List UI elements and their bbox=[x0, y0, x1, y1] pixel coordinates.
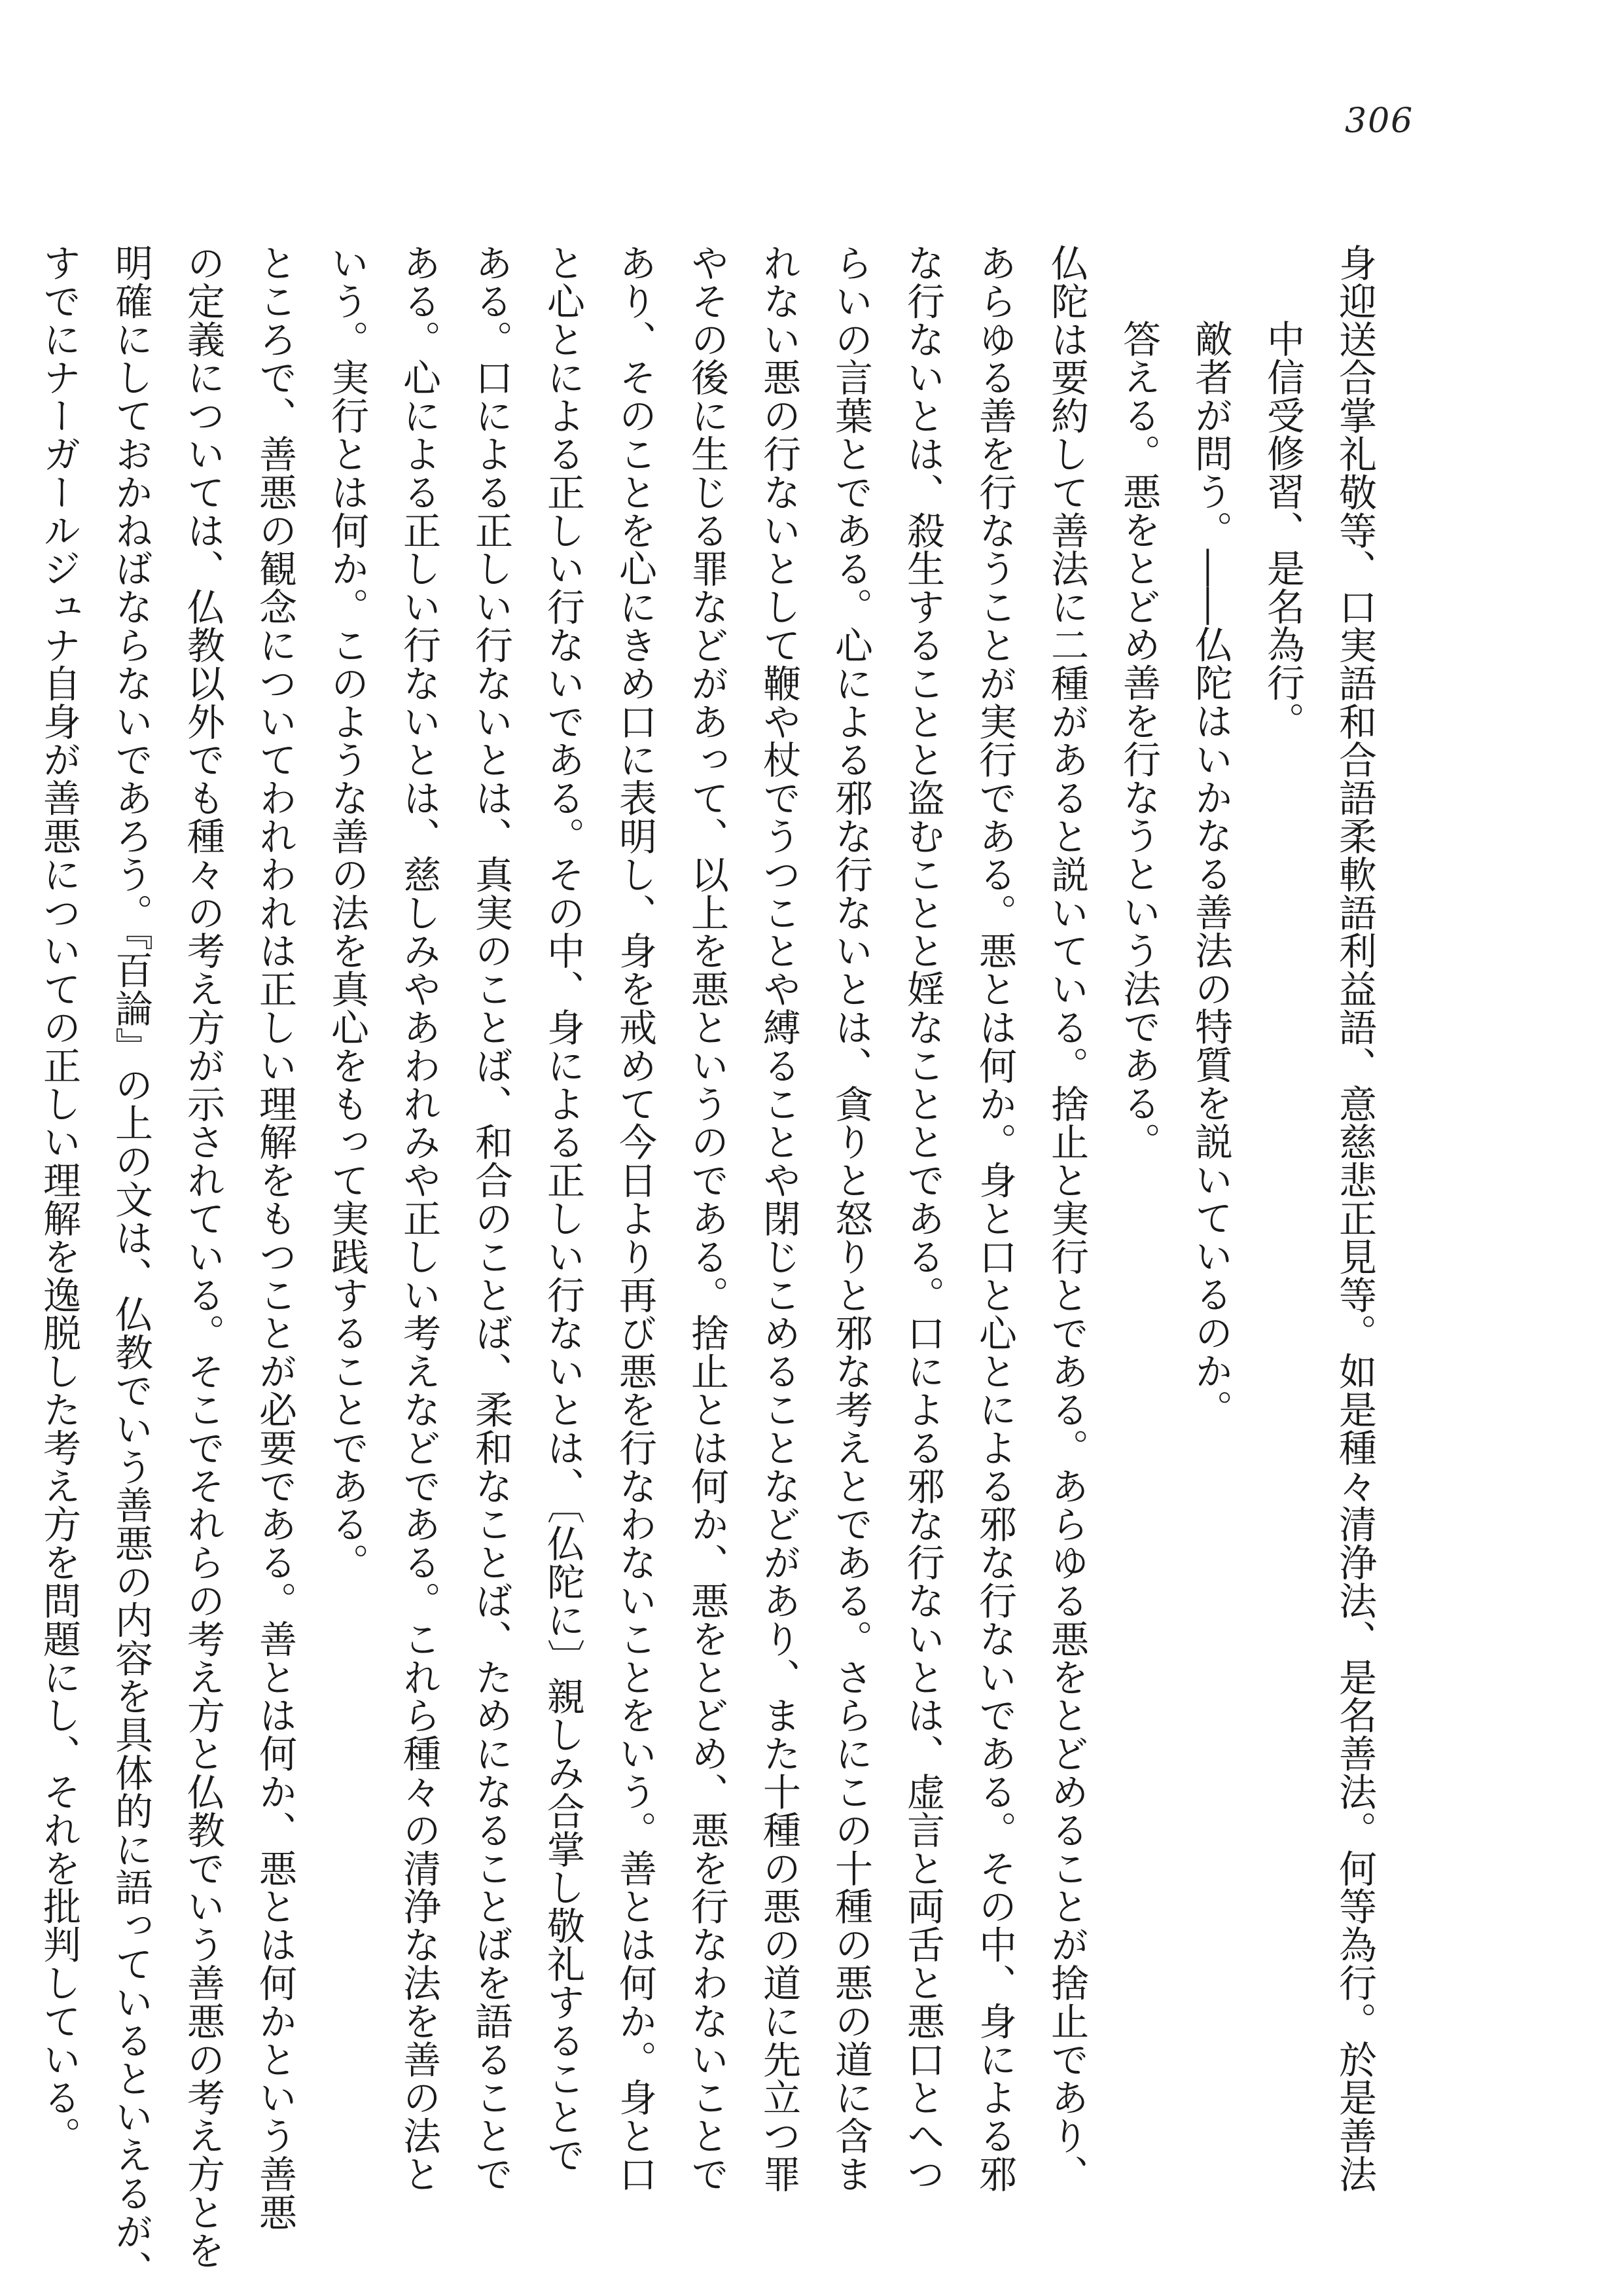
text-line: の定義については、仏教以外でも種々の考え方が示されている。そこでそれらの考え方と仏教でいう善悪の考え方とを bbox=[181, 243, 225, 2270]
text-line: れない悪の行ないとして鞭や杖でうつことや縛ることや閉じこめることなどがあり、また十種の悪の道に先立つ罪 bbox=[757, 243, 801, 2193]
page-number: 306 bbox=[1345, 101, 1414, 141]
text-line: 身迎送合掌礼敬等、口実語和合語柔軟語利益語、意慈悲正見等。如是種々清浄法、是名善法。何等為行。於是善法 bbox=[1332, 243, 1377, 2193]
text-line: あらゆる善を行なうことが実行である。悪とは何か。身と口と心とによる邪な行ないである。その中、身による邪 bbox=[972, 243, 1017, 2193]
text-line: いう。実行とは何か。このような善の法を真心をもって実践することである。 bbox=[325, 243, 369, 1581]
text-line: 仏陀は要約して善法に二種があると説いている。捨止と実行とである。あらゆる悪をとどめることが捨止であり、 bbox=[1044, 243, 1089, 2193]
text-line: らいの言葉とである。心による邪な行ないとは、貪りと怒りと邪な考えとである。さらにこの十種の悪の道に含ま bbox=[829, 243, 873, 2193]
text-line: 明確にしておかねばならないであろう。『百論』の上の文は、仏教でいう善悪の内容を具体的に語っているといえるが、 bbox=[109, 243, 153, 2289]
text-line: な行ないとは、殺生することと盗むことと婬なこととである。口による邪な行ないとは、虚言と両舌と悪口とへつ bbox=[901, 243, 945, 2193]
text-line: 中信受修習、是名為行。 bbox=[1260, 319, 1305, 740]
text-line: すでにナーガールジュナ自身が善悪についての正しい理解を逸脱した考え方を問題にし、それを批判している。 bbox=[37, 243, 81, 2155]
text-line: あり、そのことを心にきめ口に表明し、身を戒めて今日より再び悪を行なわないことをいう。善とは何か。身と口 bbox=[613, 243, 657, 2193]
text-line: ある。心による正しい行ないとは、慈しみやあわれみや正しい考えなどである。これら種々の清浄な法を善の法と bbox=[397, 243, 441, 2193]
text-line: ある。口による正しい行ないとは、真実のことば、和合のことば、柔和なことば、ためになることばを語ることで bbox=[469, 243, 513, 2193]
text-line: ところで、善悪の観念についてわれわれは正しい理解をもつことが必要である。善とは何か、悪とは何かという善悪 bbox=[253, 243, 297, 2231]
text-line: 答える。悪をとどめ善を行なうという法である。 bbox=[1116, 319, 1161, 1160]
text-line: やその後に生じる罪などがあって、以上を悪というのである。捨止とは何か、悪をとどめ、悪を行なわないことで bbox=[685, 243, 729, 2193]
text-line: と心とによる正しい行ないである。その中、身による正しい行ないとは、〔仏陀に〕親しみ合掌し敬礼することで bbox=[541, 243, 585, 2174]
body-text bbox=[37, 243, 1391, 2289]
text-line: 敵者が問う。――仏陀はいかなる善法の特質を説いているのか。 bbox=[1188, 319, 1233, 1428]
